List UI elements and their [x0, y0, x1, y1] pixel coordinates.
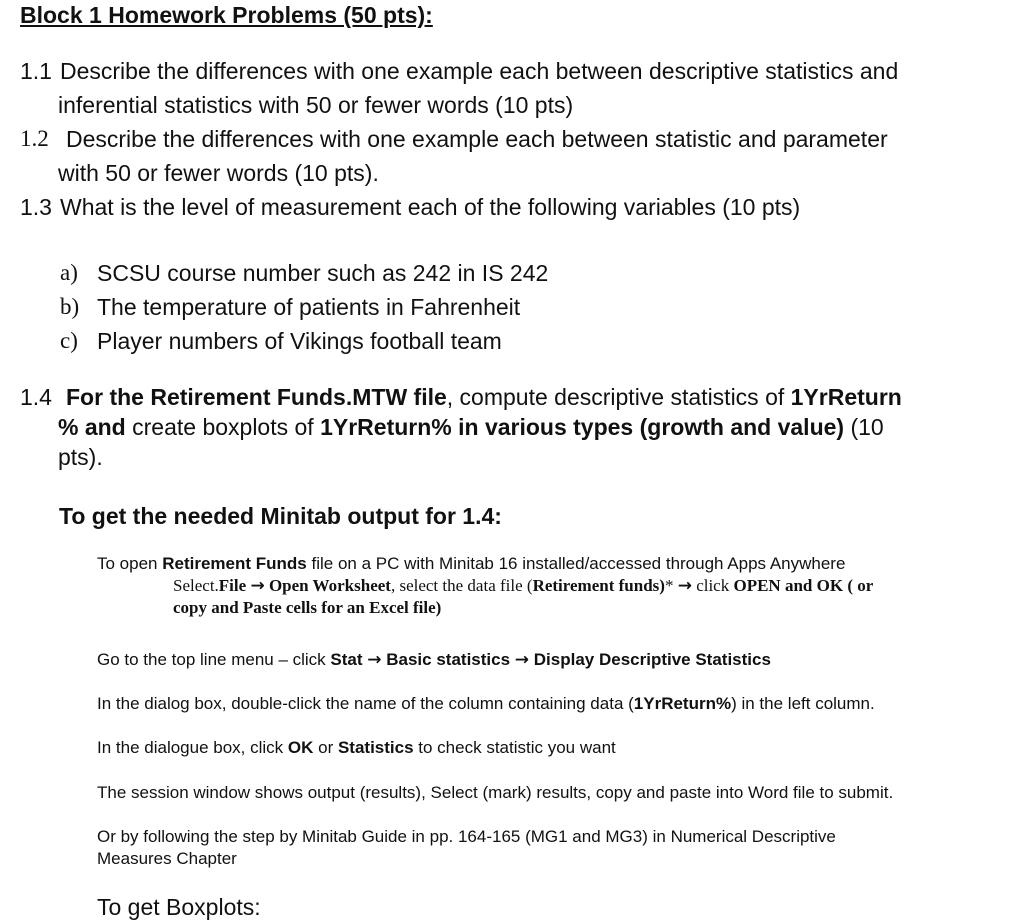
text-span: To open [97, 554, 163, 573]
step-dialogue [97, 738, 616, 758]
question-text: pts). [58, 444, 103, 470]
text-span: click [691, 576, 734, 595]
arrow-icon: → [250, 576, 265, 596]
step-text: Or by following the step by Minitab Guide in pp. 164-165 (MG1 and MG3) in Numerical Descriptive [97, 827, 836, 846]
question-number: 1.1 [20, 58, 52, 84]
emphasis: Statistics [337, 738, 414, 757]
page-title: Block 1 Homework Problems (50 pts): [20, 2, 433, 28]
question-1-3 [20, 194, 1020, 230]
list-item-label: c) [60, 328, 78, 353]
list-item-label: b) [60, 294, 80, 319]
text-span: , compute descriptive statistics of [446, 384, 791, 410]
emphasis: Retirement funds) [532, 576, 665, 595]
text-span: ) in the left column. [731, 694, 875, 713]
question-text: inferential statistics with 50 or fewer words (10 pts) [58, 92, 574, 118]
step-dialog [97, 694, 875, 714]
step-text [173, 598, 441, 618]
emphasis: For the Retirement Funds.MTW file [66, 384, 447, 410]
step-guide [97, 827, 997, 873]
question-1-2 [20, 126, 1020, 196]
question-1-4 [20, 384, 1020, 484]
text-span: In the dialogue box, click [97, 738, 288, 757]
emphasis: File [218, 576, 247, 595]
arrow-icon: → [514, 650, 530, 670]
emphasis: Open Worksheet [268, 576, 391, 595]
question-text: with 50 or fewer words (10 pts). [58, 160, 379, 186]
text-span: file on a PC with Minitab 16 installed/accessed through Apps Anywhere [306, 554, 846, 573]
list-item-text: Player numbers of Vikings football team [97, 328, 502, 354]
section-heading: To get the needed Minitab output for 1.4: [59, 503, 502, 529]
question-number: 1.3 [20, 194, 52, 220]
emphasis: 1YrReturn% in various types (growth and value) [320, 414, 845, 440]
emphasis: OK [287, 738, 314, 757]
emphasis: copy and Paste cells for an Excel file) [173, 598, 442, 617]
emphasis: OPEN and OK ( or [733, 576, 874, 595]
emphasis: Retirement Funds [162, 554, 307, 573]
text-span: In the dialog box, double-click the name of the column containing data ( [97, 694, 634, 713]
list-item [60, 294, 760, 324]
text-span: (10 [844, 414, 884, 440]
text-span: create boxplots of [125, 414, 321, 440]
question-text [58, 414, 884, 441]
list-item [60, 328, 760, 358]
question-text: What is the level of measurement each of the following variables (10 pts) [60, 194, 801, 220]
list-item-label: a) [60, 260, 78, 285]
question-text [66, 384, 902, 411]
text-span: * [664, 576, 674, 595]
arrow-icon: → [677, 576, 692, 596]
emphasis: Stat [330, 650, 363, 669]
question-1-1 [20, 58, 1020, 128]
list-item [60, 260, 760, 290]
step-text [173, 576, 873, 596]
text-span: Select. [173, 576, 219, 595]
question-text: Describe the differences with one example each between descriptive statistics and [60, 58, 899, 84]
emphasis: Basic statistics [386, 650, 511, 669]
arrow-icon: → [367, 650, 382, 670]
text-span: , select the data file ( [390, 576, 533, 595]
step-open-file [97, 554, 1017, 620]
question-number: 1.4 [20, 384, 52, 410]
step-text: Measures Chapter [97, 849, 237, 868]
question-text: Describe the differences with one example each between statistic and parameter [66, 126, 888, 152]
emphasis: 1YrReturn% [633, 694, 732, 713]
list-item-text: The temperature of patients in Fahrenheit [97, 294, 521, 320]
list-item-text: SCSU course number such as 242 in IS 242 [97, 260, 549, 286]
emphasis: % and [58, 414, 126, 440]
step-text [97, 554, 845, 574]
text-span: to check statistic you want [413, 738, 616, 757]
emphasis: 1YrReturn [790, 384, 902, 410]
question-number: 1.2 [20, 126, 49, 151]
emphasis: Display Descriptive Statistics [533, 650, 771, 669]
text-span: or [313, 738, 338, 757]
boxplots-heading: To get Boxplots: [97, 894, 261, 920]
text-span: Go to the top line menu – click [97, 650, 331, 669]
step-session: The session window shows output (results), Select (mark) results, copy and paste into Word file to submit. [97, 783, 894, 802]
step-menu [97, 650, 771, 670]
